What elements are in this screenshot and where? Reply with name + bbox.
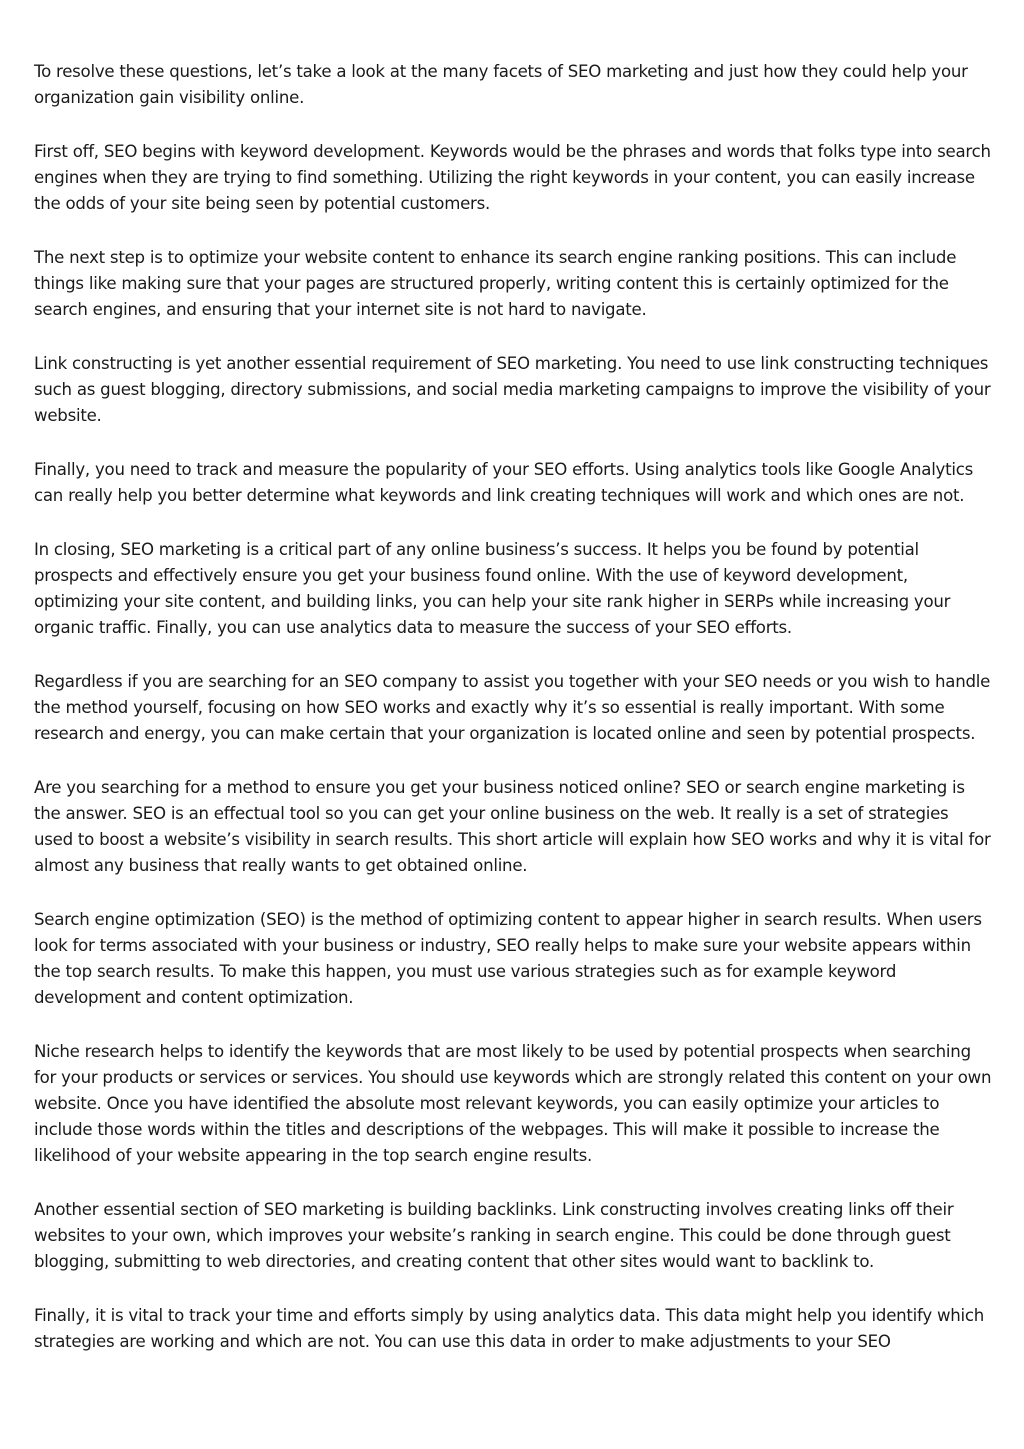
paragraph-2: First off, SEO begins with keyword development. Keywords would be the phrases and words that folks type into search engines when they are trying to find something. Utilizing the right keywords in your content, you can easily increase the odds of your site being seen by potential customers. (34, 142, 991, 213)
paragraph-4: Link constructing is yet another essential requirement of SEO marketing. You need to use link constructing techniques such as guest blogging, directory submissions, and social media marketing campaigns to improve the visibility of your website. (34, 354, 991, 425)
paragraph-9: Search engine optimization (SEO) is the method of optimizing content to appear higher in search results. When users look for terms associated with your business or industry, SEO really helps to make sure your website appears within the top search results. To make this happen, you must use various strategies such as for example keyword development and content optimization. (34, 910, 982, 1007)
paragraph-6: In closing, SEO marketing is a critical part of any online business’s success. It helps you be found by potential prospects and effectively ensure you get your business found online. With the use of keyword development, optimizing your site content, and building links, you can help your site rank higher in SERPs while increasing your organic traffic. Finally, you can use analytics data to measure the success of your SEO efforts. (34, 540, 951, 637)
document-page (34, 59, 992, 1383)
paragraph-10: Niche research helps to identify the keywords that are most likely to be used by potential prospects when searching for your products or services or services. You should use keywords which are strongly related this content on your own website. Once you have identified the absolute most relevant keywords, you can easily optimize your articles to include those words within the titles and descriptions of the webpages. This will make it possible to increase the likelihood of your website appearing in the top search engine results. (34, 1042, 992, 1165)
paragraph-11: Another essential section of SEO marketing is building backlinks. Link constructing involves creating links off their websites to your own, which improves your website’s ranking in search engine. This could be done through guest blogging, submitting to web directories, and creating content that other sites would want to backlink to. (34, 1200, 954, 1271)
paragraph-1: To resolve these questions, let’s take a look at the many facets of SEO marketing and just how they could help your organization gain visibility online. (34, 62, 968, 107)
paragraph-8: Are you searching for a method to ensure you get your business noticed online? SEO or search engine marketing is the answer. SEO is an effectual tool so you can get your online business on the web. It really is a set of strategies used to boost a website’s visibility in search results. This short article will explain how SEO works and why it is vital for almost any business that really wants to get obtained online. (34, 778, 991, 875)
paragraph-12: Finally, it is vital to track your time and efforts simply by using analytics data. This data might help you identify which strategies are working and which are not. You can use this data in order to make adjustments to your SEO (34, 1306, 985, 1351)
paragraph-7: Regardless if you are searching for an SEO company to assist you together with your SEO needs or you wish to handle the method yourself, focusing on how SEO works and exactly why it’s so essential is really important. With some research and energy, you can make certain that your organization is located online and seen by potential prospects. (34, 672, 991, 743)
paragraph-3: The next step is to optimize your website content to enhance its search engine ranking positions. This can include things like making sure that your pages are structured properly, writing content this is certainly optimized for the search engines, and ensuring that your internet site is not hard to navigate. (34, 248, 957, 319)
paragraph-5: Finally, you need to track and measure the popularity of your SEO efforts. Using analytics tools like Google Analytics can really help you better determine what keywords and link creating techniques will work and which ones are not. (34, 460, 974, 505)
